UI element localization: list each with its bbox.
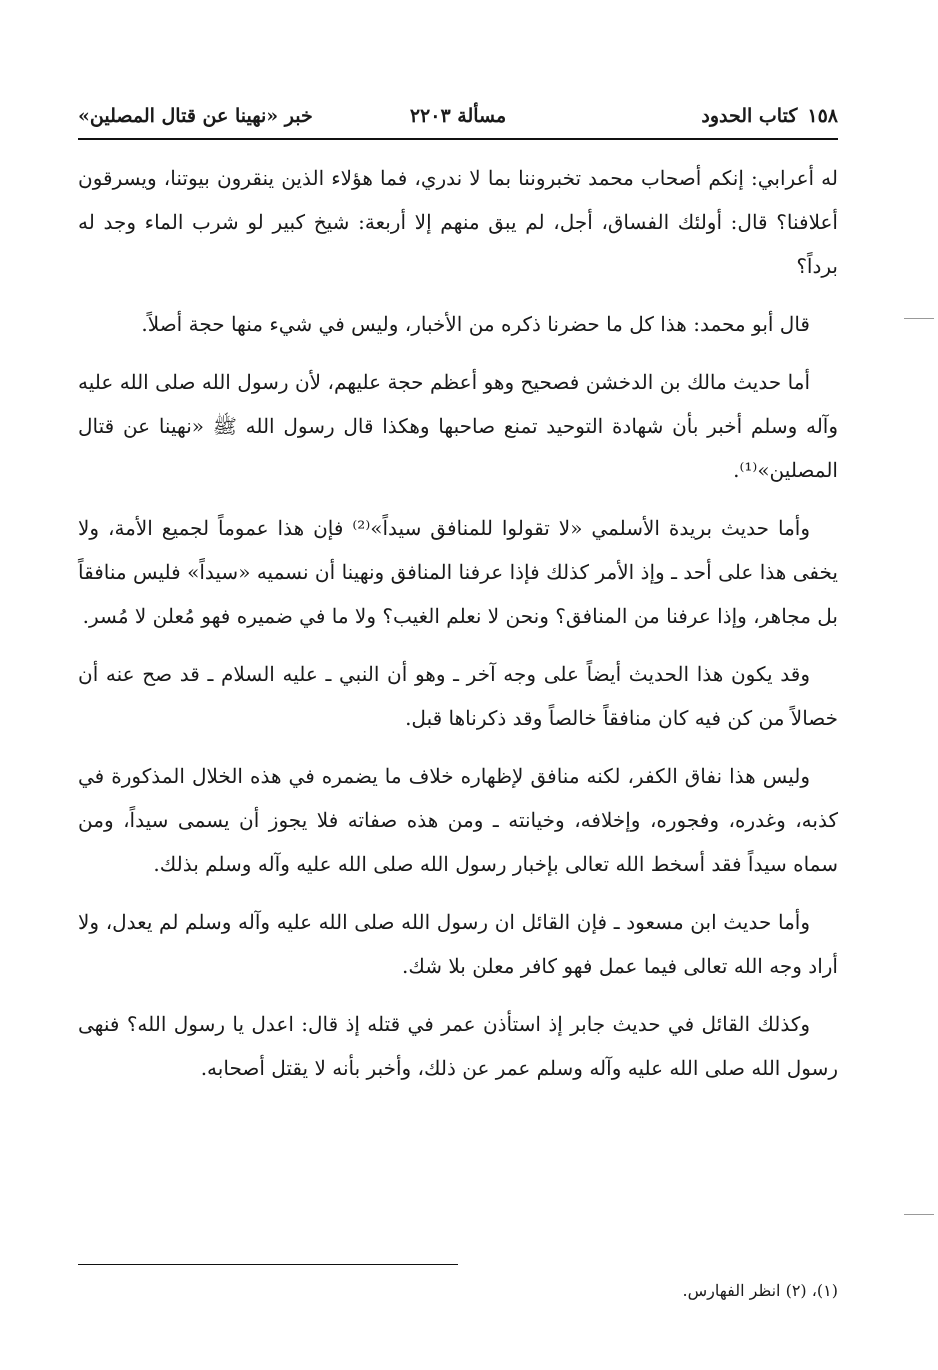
chapter-topic: خبر «نهينا عن قتال المصلين» xyxy=(78,105,313,127)
paragraph: وقد يكون هذا الحديث أيضاً على وجه آخر ـ وهو أن النبي ـ عليه السلام ـ قد صح عنه أن خصالاً من كن فيه كان منافقاً خالصاً وقد ذكرناها قبل. xyxy=(78,662,838,730)
running-header xyxy=(78,96,838,136)
header-right xyxy=(701,105,838,127)
paragraph: له أعرابي: إنكم أصحاب محمد تخبروننا بما لا ندري، فما هؤلاء الذين ينقرون بيوتنا، ويسرقون أعلافنا؟ قال: أولئك الفساق، أجل، لم يبق منهم إلا أربعة: شيخ كبير لو شرب الماء وجد له برداً؟ xyxy=(78,166,838,278)
margin-mark xyxy=(904,318,934,319)
book-title: كتاب الحدود xyxy=(701,105,798,127)
paragraph: وأما حديث ابن مسعود ـ فإن القائل ان رسول الله صلى الله عليه وآله وسلم لم يعدل، ولا أراد وجه الله تعالى فيما عمل فهو كافر معلن بلا شك. xyxy=(78,910,838,978)
paragraph: وأما حديث بريدة الأسلمي «لا تقولوا للمنافق سيداً»⁽²⁾ فإن هذا عموماً لجميع الأمة، ولا يخفى هذا على أحد ـ وإذ الأمر كذلك فإذا عرفنا المنافق ونهينا أن نسميه «سيداً» فليس منافقاً بل مجاهر، وإذا عرفنا من المنافق؟ ونحن لا نعلم الغيب؟ ولا ما في ضميره فهو مُعلن لا مُسر. xyxy=(78,516,838,628)
book-page xyxy=(78,96,838,1336)
header-rule xyxy=(78,138,838,140)
main-text xyxy=(78,156,838,1104)
footnote-rule xyxy=(78,1264,458,1265)
paragraph: أما حديث مالك بن الدخشن فصحيح وهو أعظم حجة عليهم، لأن رسول الله صلى الله عليه وآله وسلم أخبر بأن شهادة التوحيد تمنع صاحبها وهكذا قال رسول الله ﷺ «نهينا عن قتال المصلين»⁽¹⁾. xyxy=(78,370,838,482)
footnote: (١)، (٢) انظر الفهارس. xyxy=(682,1281,838,1300)
paragraph: وكذلك القائل في حديث جابر إذ استأذن عمر في قتله إذ قال: اعدل يا رسول الله؟ فنهى رسول الله صلى الله عليه وآله وسلم عمر عن ذلك، وأخبر بأنه لا يقتل أصحابه. xyxy=(78,1012,838,1080)
paragraph: وليس هذا نفاق الكفر، لكنه منافق لإظهاره خلاف ما يضمره في هذه الخلال المذكورة في كذبه، وغدره، وفجوره، وإخلافه، وخيانته ـ ومن هذه صفاته فلا يجوز أن يسمى سيداً، ومن سماه سيداً فقد أسخط الله تعالى بإخبار رسول الله صلى الله عليه وآله وسلم بذلك. xyxy=(78,764,838,876)
issue-number: مسألة ٢٢٠٣ xyxy=(409,105,507,127)
page-number: ١٥٨ xyxy=(807,105,838,127)
paragraph: قال أبو محمد: هذا كل ما حضرنا ذكره من الأخبار، وليس في شيء منها حجة أصلاً. xyxy=(141,312,810,336)
margin-mark xyxy=(904,1214,934,1215)
